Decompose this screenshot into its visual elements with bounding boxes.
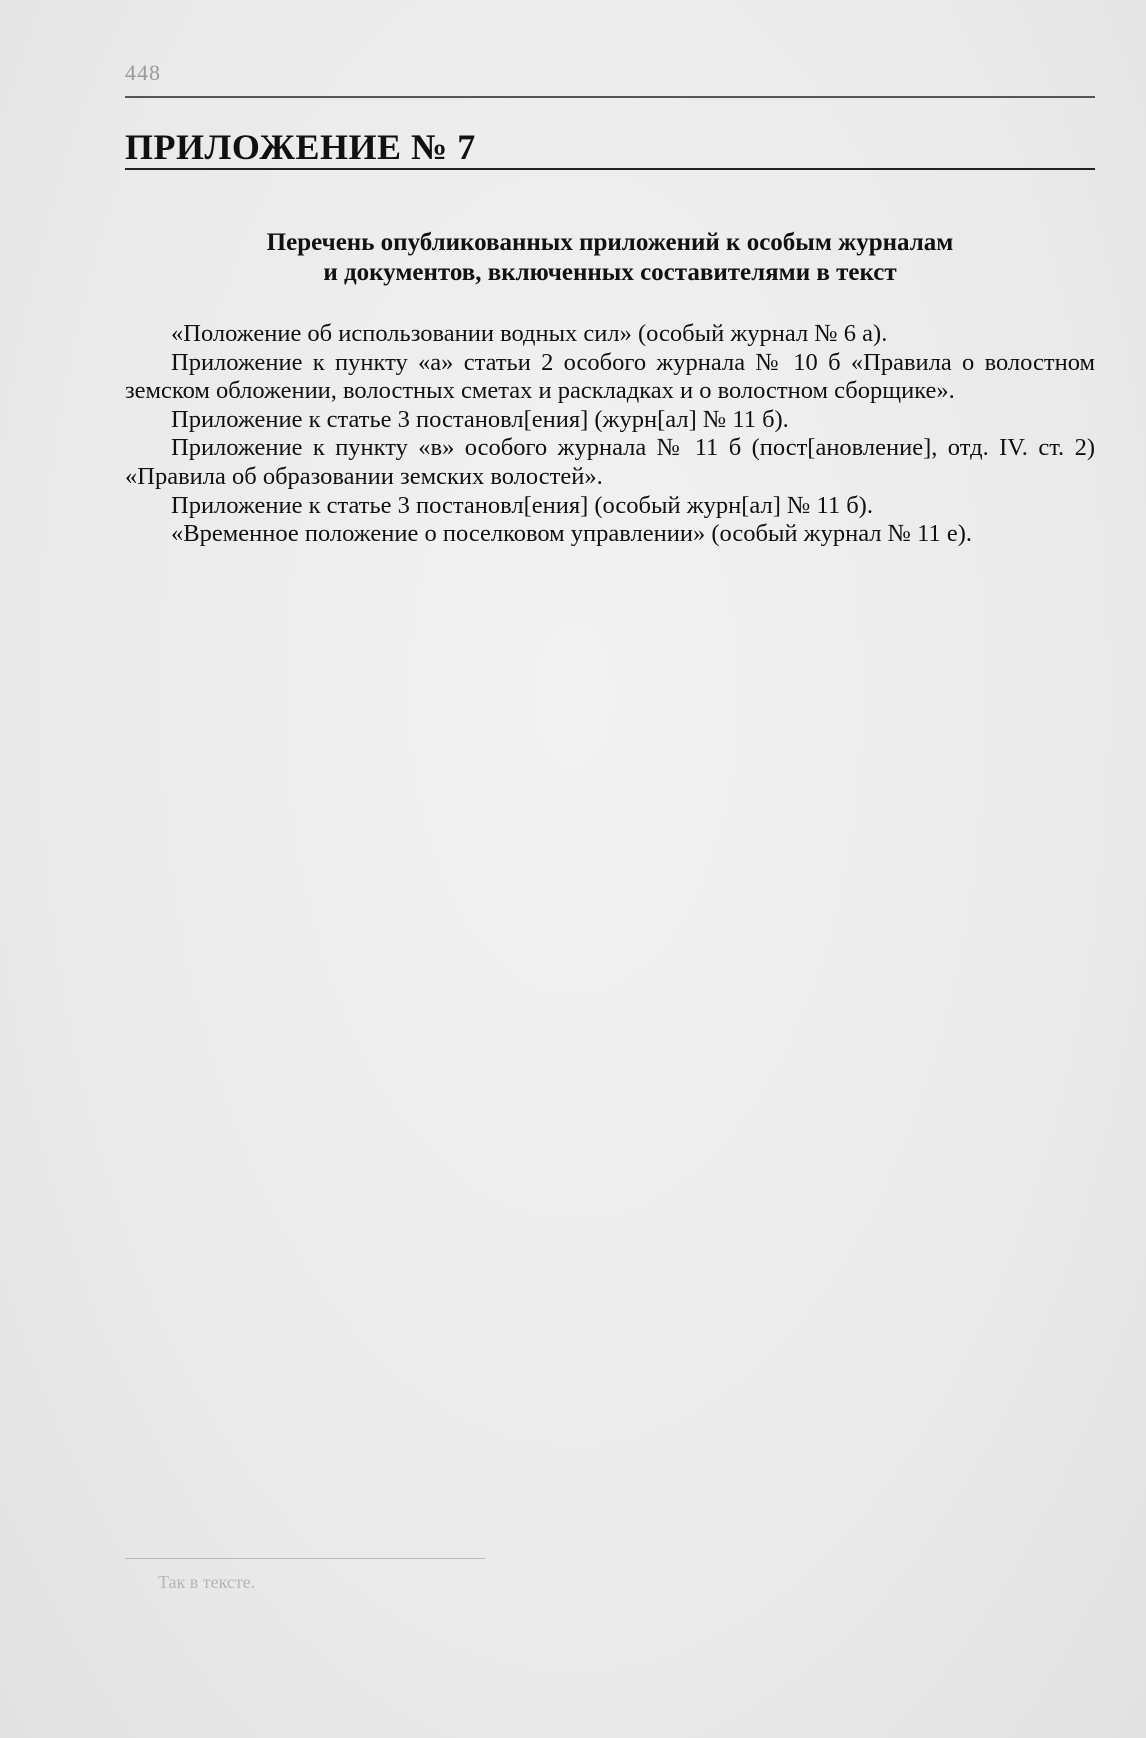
- page-number: 448: [125, 60, 161, 85]
- list-entry: Приложение к пункту «в» особого журнала № 11 б (пост[ановление], отд. IV. ст. 2) «Правила об образовании земских волостей».: [125, 434, 1095, 490]
- subtitle-line-1: Перечень опубликованных приложений к особым журналам: [266, 229, 954, 256]
- subtitle-line-2: и документов, включенных составителями в текст: [323, 259, 897, 286]
- appendix-title: ПРИЛОЖЕНИЕ № 7: [125, 127, 476, 167]
- list-entry: «Положение об использовании водных сил» (особый журнал № 6 а).: [171, 320, 888, 347]
- list-entry: Приложение к статье 3 постановл[ения] (журн[ал] № 11 б).: [171, 405, 789, 433]
- list-subtitle: [125, 228, 1095, 288]
- list-entry: Приложение к пункту «а» статьи 2 особого журнала № 10 б «Правила о волостном земском обложении, волостных сметах и раскладках и о волостном сборщике».: [125, 348, 1095, 405]
- title-underline: [125, 168, 1095, 170]
- entries-list: [125, 320, 1095, 549]
- list-entry: «Временное положение о поселковом управлении» (особый журнал № 11 е).: [171, 520, 973, 548]
- list-entry: Приложение к статье 3 постановл[ения] (особый журн[ал] № 11 б).: [171, 491, 873, 519]
- footnote: Так в тексте.: [158, 1572, 256, 1592]
- header-rule: [125, 96, 1095, 98]
- footnote-rule: [125, 1558, 485, 1559]
